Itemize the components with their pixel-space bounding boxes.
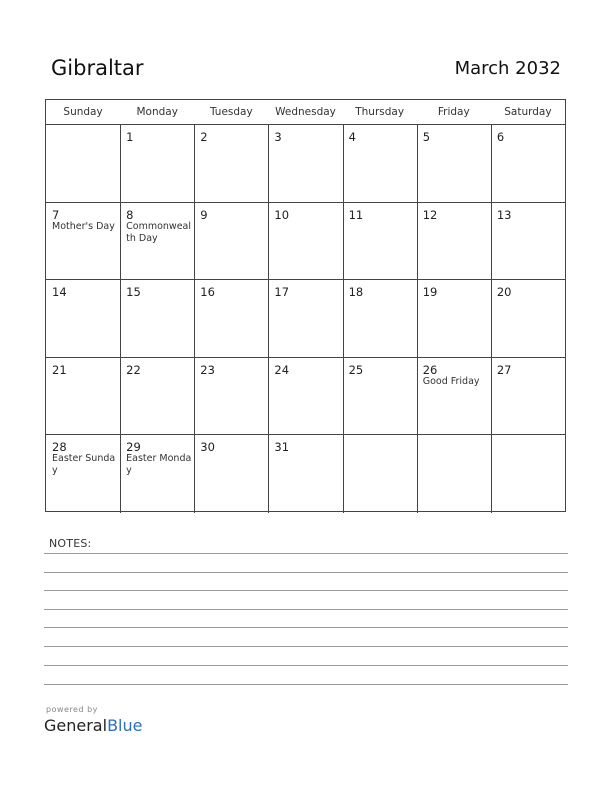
brand-blue-text: Blue xyxy=(107,716,143,735)
notes-line xyxy=(44,609,568,610)
grid-column-divider xyxy=(194,124,195,513)
holiday-label: Commonwealth Day xyxy=(126,220,192,244)
day-number: 13 xyxy=(496,207,512,222)
grid-column-divider xyxy=(417,124,418,513)
day-number: 16 xyxy=(200,285,215,300)
holiday-label: Easter Sunday xyxy=(52,453,116,477)
day-cell xyxy=(491,203,565,281)
day-cell xyxy=(46,358,120,436)
brand-general-text: General xyxy=(44,716,108,735)
notes-line xyxy=(44,684,568,685)
day-cell xyxy=(46,125,120,203)
day-cell xyxy=(343,280,417,358)
grid-column-divider xyxy=(268,124,269,513)
weekday-header-friday: Friday xyxy=(437,106,470,118)
day-cell xyxy=(417,435,491,513)
day-cell xyxy=(491,358,565,436)
grid-column-divider xyxy=(343,124,344,513)
day-number: 14 xyxy=(52,285,67,300)
day-cell xyxy=(194,203,268,281)
day-cell xyxy=(491,125,565,203)
day-cell xyxy=(268,125,342,203)
calendar-country-title: Gibraltar xyxy=(51,56,144,80)
day-number: 3 xyxy=(274,130,282,144)
day-cell xyxy=(194,125,268,203)
day-number: 1 xyxy=(126,130,134,144)
calendar-month-title: March 2032 xyxy=(454,58,561,79)
day-number: 8 xyxy=(126,207,134,222)
day-number: 5 xyxy=(422,130,431,144)
day-number: 7 xyxy=(52,207,60,222)
weekday-header-thursday: Thursday xyxy=(355,106,405,118)
day-cell xyxy=(268,358,342,436)
day-cell xyxy=(194,435,268,513)
holiday-label: Easter Monday xyxy=(126,453,192,477)
day-cell xyxy=(46,435,120,513)
day-cell xyxy=(491,280,565,358)
day-cell xyxy=(417,358,491,436)
day-number: 12 xyxy=(422,207,438,222)
notes-line xyxy=(44,572,568,573)
day-number: 9 xyxy=(200,207,208,222)
day-number: 24 xyxy=(274,362,290,377)
day-cell xyxy=(120,358,194,436)
day-cell xyxy=(343,358,417,436)
day-number: 15 xyxy=(126,285,141,300)
weekday-header-wednesday: Wednesday xyxy=(275,106,336,118)
weekday-header-sunday: Sunday xyxy=(63,106,103,118)
day-number: 31 xyxy=(274,440,290,455)
day-cell xyxy=(417,125,491,203)
day-number: 4 xyxy=(348,130,356,144)
grid-column-divider xyxy=(491,124,492,513)
day-cell xyxy=(268,435,342,513)
day-cell xyxy=(120,435,194,513)
day-number: 27 xyxy=(496,362,512,377)
day-cell xyxy=(120,125,194,203)
day-cell xyxy=(46,280,120,358)
holiday-label: Good Friday xyxy=(422,375,480,387)
notes-line xyxy=(44,590,568,591)
day-cell xyxy=(417,203,491,281)
day-cell xyxy=(46,203,120,281)
notes-line xyxy=(44,553,568,554)
weekday-header-monday: Monday xyxy=(136,106,178,118)
weekday-header-row xyxy=(46,100,565,125)
day-cell xyxy=(268,280,342,358)
day-cell xyxy=(491,435,565,513)
day-number: 20 xyxy=(496,285,512,300)
day-number: 29 xyxy=(126,440,141,455)
day-number: 25 xyxy=(348,362,364,377)
day-cell xyxy=(343,125,417,203)
day-cell xyxy=(417,280,491,358)
powered-by-text: powered by xyxy=(46,705,98,714)
day-number: 6 xyxy=(496,130,505,144)
notes-line xyxy=(44,627,568,628)
day-number: 2 xyxy=(200,130,208,144)
weekday-header-tuesday: Tuesday xyxy=(209,106,253,118)
generalblue-logo xyxy=(44,716,142,735)
day-number: 26 xyxy=(422,362,438,377)
day-number: 28 xyxy=(52,440,67,455)
day-number: 19 xyxy=(422,285,438,300)
day-number: 10 xyxy=(274,207,290,222)
day-cell xyxy=(120,280,194,358)
day-cell xyxy=(268,203,342,281)
day-cell xyxy=(343,435,417,513)
grid-row-divider xyxy=(46,434,565,435)
day-number: 11 xyxy=(348,207,364,222)
day-cell xyxy=(194,280,268,358)
grid-row-divider xyxy=(46,279,565,280)
day-number: 30 xyxy=(200,440,215,455)
grid-row-divider xyxy=(46,202,565,203)
day-number: 21 xyxy=(52,362,67,377)
day-number: 23 xyxy=(200,362,215,377)
weekday-header-saturday: Saturday xyxy=(504,106,552,118)
day-number: 17 xyxy=(274,285,290,300)
day-number: 18 xyxy=(348,285,364,300)
grid-row-divider xyxy=(46,357,565,358)
day-cell xyxy=(194,358,268,436)
holiday-label: Mother's Day xyxy=(52,220,115,232)
day-cell xyxy=(343,203,417,281)
notes-line xyxy=(44,646,568,647)
day-number: 22 xyxy=(126,362,141,377)
grid-column-divider xyxy=(120,124,121,513)
day-cell xyxy=(120,203,194,281)
notes-label: NOTES: xyxy=(49,537,92,550)
calendar-grid xyxy=(45,99,566,512)
notes-line xyxy=(44,665,568,666)
